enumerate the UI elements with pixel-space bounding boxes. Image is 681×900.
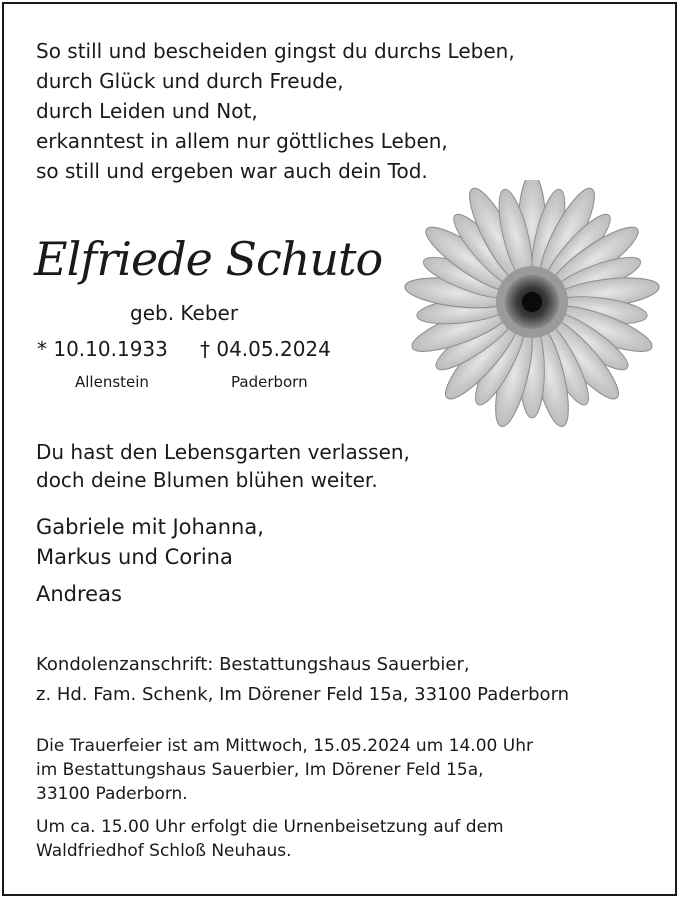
funeral-service-info	[36, 734, 533, 806]
funeral-line: 33100 Paderborn.	[36, 784, 188, 804]
condolence-line: z. Hd. Fam. Schenk, Im Dörener Feld 15a, 33100 Paderborn	[36, 684, 570, 705]
death-place: Paderborn	[231, 373, 308, 391]
poem-line: durch Glück und durch Freude,	[36, 69, 344, 93]
poem-line: durch Leiden und Not,	[36, 99, 258, 123]
quote-line: doch deine Blumen blühen weiter.	[36, 468, 378, 492]
gerbera-flower-icon	[398, 180, 666, 430]
urn-burial-info	[36, 815, 504, 863]
birth-date: * 10.10.1933	[37, 337, 168, 361]
poem	[36, 36, 515, 186]
condolence-address	[36, 650, 569, 710]
death-date: † 04.05.2024	[200, 337, 331, 361]
quote	[36, 438, 410, 494]
family-line: Markus und Corina	[36, 545, 233, 569]
maiden-name: geb. Keber	[130, 301, 239, 325]
poem-line: erkanntest in allem nur göttliches Leben,	[36, 129, 448, 153]
poem-line: So still und bescheiden gingst du durchs Leben,	[36, 39, 515, 63]
birth-place: Allenstein	[75, 373, 149, 391]
quote-line: Du hast den Lebensgarten verlassen,	[36, 440, 410, 464]
family-group-2: Andreas	[36, 582, 122, 606]
funeral-line: Die Trauerfeier ist am Mittwoch, 15.05.2024 um 14.00 Uhr	[36, 736, 533, 756]
family-group-1	[36, 512, 264, 572]
urn-line: Um ca. 15.00 Uhr erfolgt die Urnenbeisetzung auf dem	[36, 817, 504, 837]
family-line: Gabriele mit Johanna,	[36, 515, 264, 539]
flower-center-dot	[522, 292, 542, 312]
deceased-name: Elfriede Schuto	[34, 232, 383, 286]
funeral-line: im Bestattungshaus Sauerbier, Im Dörener Feld 15a,	[36, 760, 484, 780]
urn-line: Waldfriedhof Schloß Neuhaus.	[36, 841, 292, 861]
poem-line: so still und ergeben war auch dein Tod.	[36, 159, 428, 183]
condolence-line: Kondolenzanschrift: Bestattungshaus Sauerbier,	[36, 654, 470, 675]
